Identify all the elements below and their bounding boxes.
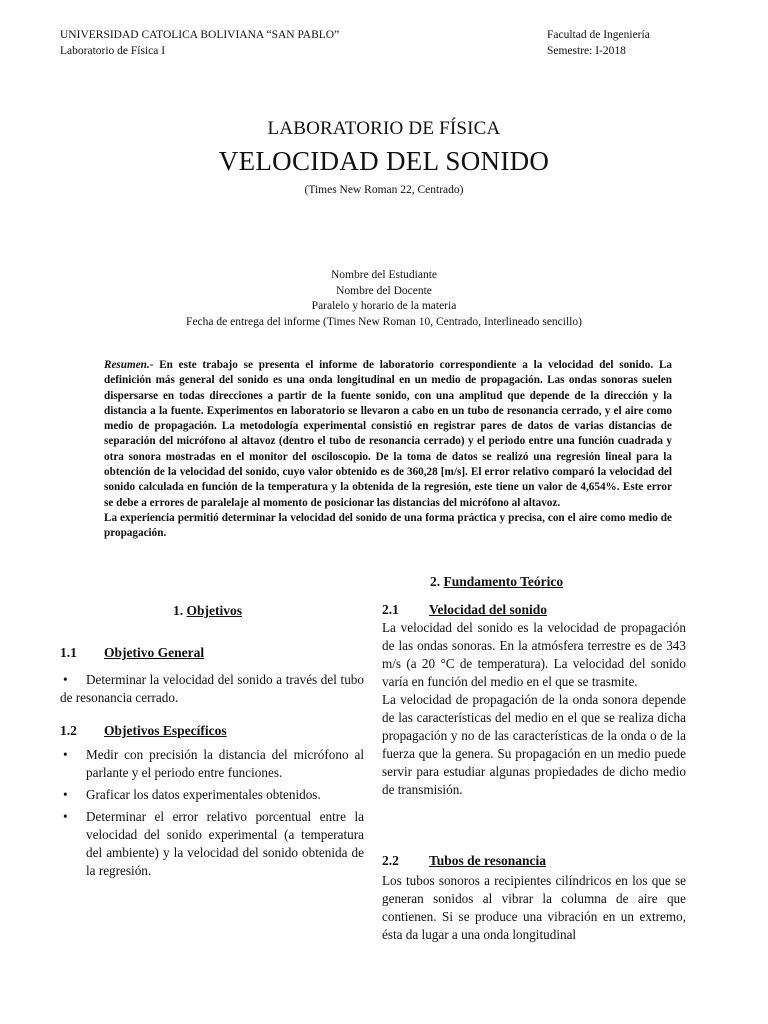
subheading-general-objective	[60, 645, 364, 663]
specific-objectives-list	[60, 746, 364, 884]
section-number: 2.	[430, 574, 441, 589]
section-heading-objectives	[173, 603, 242, 619]
paragraph: La velocidad del sonido es la velocidad de propagación de las ondas sonoras. En la atmósfera terrestre es de 343 m/s (a 20 °C de temperatura). La velocidad del sonido varía en función del medio en el que se trasmite.	[382, 620, 686, 689]
subheading-specific-objectives	[60, 723, 364, 741]
list-item: • Medir con precisión la distancia del micrófono al parlante y el periodo entre funciones.	[63, 747, 364, 780]
bullet-icon: •	[63, 787, 68, 802]
subheading-title: Objetivo General	[104, 645, 205, 660]
header-right	[547, 27, 650, 59]
resonance-tubes-text	[382, 872, 686, 944]
paragraph: La velocidad de propagación de la onda sonora depende de las características del medio en el que se realiza dicha propagación y no de las características de la onda o de la fuerza que la genera. Su propagación en un medio puede servir para estudiar algunas propiedades de dicho medio de transmisión.	[382, 692, 686, 797]
bullet-icon: •	[63, 672, 68, 687]
bullet-icon: •	[63, 747, 68, 762]
student-name: Nombre del Estudiante	[330, 269, 438, 281]
lab-title: LABORATORIO DE FÍSICA	[267, 118, 501, 139]
section-title: Objetivos	[186, 603, 242, 618]
faculty-name: Facultad de Ingeniería	[547, 29, 650, 41]
subheading-title: Objetivos Específicos	[104, 723, 227, 738]
abstract-lead: Resumen.-	[104, 359, 154, 371]
list-item: • Determinar la velocidad del sonido a través del tubo de resonancia cerrado.	[60, 672, 364, 705]
list-item: • Graficar los datos experimentales obtenidos.	[63, 787, 321, 802]
subheading-number: 1.1	[60, 645, 77, 660]
paragraph: Los tubos sonoros a recipientes cilíndricos en los que se generan sonidos al vibrar la columna de aire que contienen. Si se produce una vibración en un extremo, ésta da lugar a una onda longitudinal	[382, 873, 686, 942]
subheading-title: Tubos de resonancia	[429, 853, 547, 868]
sound-speed-text	[382, 619, 686, 799]
list-item: • Determinar el error relativo porcentual entre la velocidad del sonido experimental (a temperatura del ambiente) y la velocidad del sonido obtenida de la regresión.	[63, 809, 364, 878]
section-heading-theory	[430, 574, 563, 590]
teacher-name: Nombre del Docente	[336, 284, 432, 297]
abstract	[104, 358, 672, 542]
course-name: Laboratorio de Física I	[60, 45, 166, 57]
page-title: VELOCIDAD DEL SONIDO	[218, 146, 550, 176]
semester: Semestre: I-2018	[547, 45, 626, 57]
subheading-title: Velocidad del sonido	[429, 602, 548, 617]
subheading-number: 2.1	[382, 602, 399, 617]
subheading-sound-speed	[382, 602, 686, 620]
abstract-text-1: En este trabajo se presenta el informe de laboratorio correspondiente a la velocidad del sonido. La definición más general del sonido es una onda longitudinal en un medio de propagación. Las ondas sonoras suelen dispersarse en todas direcciones a partir de la fuente sonido, con una amplitud que depende de la dirección y la distancia a la fuente. Experimentos en laboratorio se llevaron a cabo en un tubo de resonancia cerrado, y el aire como medio de propagación. La metodología experimental consistió en registrar pares de datos de varias distancias de separación del micrófono al altavoz (dentro el tubo de resonancia cerrado) y el periodo entre una función cuadrada y otra sonora mostradas en el monitor del osciloscopio. De la toma de datos se realizó una regresión lineal para la obtención de la velocidad del sonido, cuyo valor obtenido es de 360,28 [m/s]. El error relativo comparó la velocidad del sonido calculada en función de la temperatura y la obtenida de la regresión, este tiene un valor de 4,654%. Este error se debe a errores de paralelaje al momento de posicionar las distancias del micrófono al altavoz.	[104, 359, 672, 509]
delivery-date: Fecha de entrega del informe (Times New Roman 10, Centrado, Interlineado sencillo)	[186, 315, 582, 328]
section-number: 1.	[173, 603, 184, 618]
title-note: (Times New Roman 22, Centrado)	[304, 184, 464, 196]
abstract-paragraph-2: La experiencia permitió determinar la velocidad del sonido de una forma práctica y precisa, con el aire como medio de propagación.	[104, 511, 672, 540]
subheading-number: 2.2	[382, 853, 399, 868]
university-name: UNIVERSIDAD CATOLICA BOLIVIANA “SAN PABLO”	[60, 29, 340, 41]
author-info	[0, 268, 768, 330]
general-objective-list	[60, 671, 364, 711]
abstract-paragraph-1	[104, 358, 672, 511]
section-title: Fundamento Teórico	[443, 574, 564, 589]
class-schedule: Paralelo y horario de la materia	[311, 300, 457, 312]
header-left	[60, 27, 339, 59]
bullet-icon: •	[63, 809, 68, 824]
subheading-number: 1.2	[60, 723, 77, 738]
subheading-resonance-tubes	[382, 853, 686, 871]
